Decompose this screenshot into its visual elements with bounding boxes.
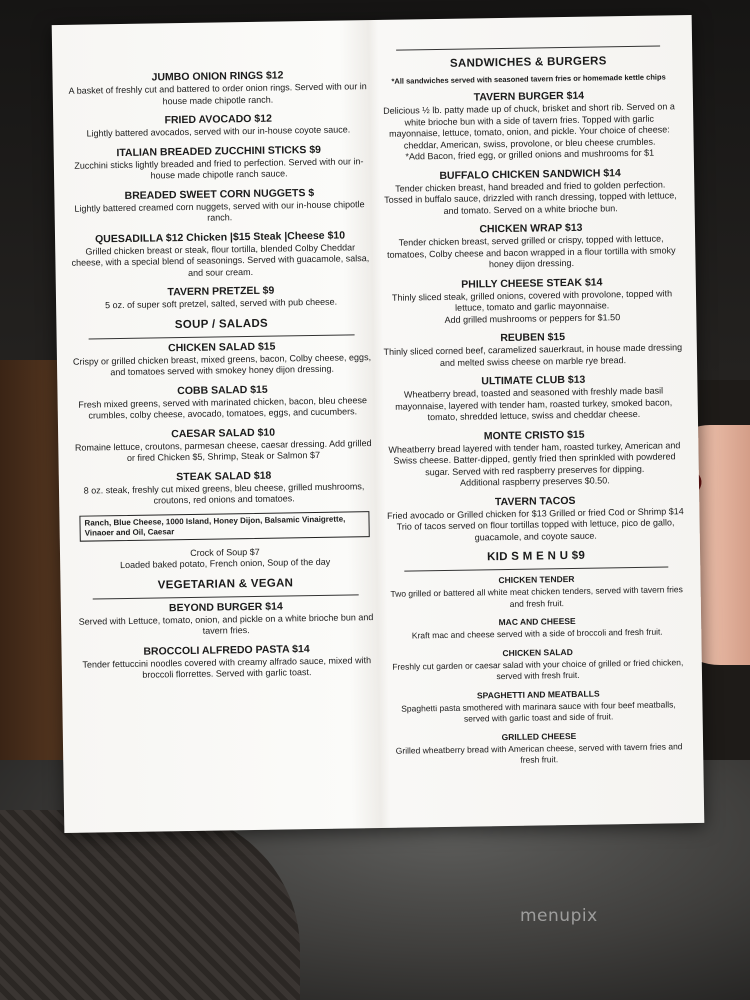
item-name: CHICKEN SALAD <box>502 646 573 658</box>
dressing-options-box: Ranch, Blue Cheese, 1000 Island, Honey Dijon, Balsamic Vinaigrette, Vinaoer and Oil, Caesar <box>79 511 369 542</box>
item-description: Grilled chicken breast or steak, flour tortilla, blended Colby Cheddar cheese, with a special blend of seasonings. Served with guacamole, salsa, and sour cream. <box>71 241 370 278</box>
item-description: Lightly battered creamed corn nuggets, served with our in-house chipotle ranch. <box>74 198 365 223</box>
menu-item <box>385 493 686 545</box>
vegetarian-list <box>75 599 378 683</box>
item-name: TAVERN BURGER $14 <box>473 89 585 104</box>
menu-item <box>70 283 372 312</box>
item-description: Wheatberry bread layered with tender ham, roasted turkey, American and Swiss cheese. Batter-dipped, gently fried then sprinkled with powdered sugar. Served with red raspberry preserves for dipping. <box>388 439 681 477</box>
item-description: Lightly battered avocados, served with our in-house coyote sauce. <box>86 124 351 139</box>
item-name: STEAK SALAD $18 <box>176 469 272 483</box>
item-extra: Additional raspberry preserves $0.50. <box>460 475 610 488</box>
menu-item <box>75 599 378 640</box>
menu-left-column <box>66 68 378 689</box>
item-name: JUMBO ONION RINGS $12 <box>151 69 284 84</box>
menu-item <box>383 329 684 370</box>
item-description: Loaded baked potato, French onion, Soup of the day <box>120 556 331 571</box>
menu-item <box>68 143 371 184</box>
item-description: 8 oz. steak, freshly cut mixed greens, bleu cheese, grilled mushrooms, croutons, red onions and tomatoes. <box>83 480 365 506</box>
menu-right-column <box>378 41 689 774</box>
item-name: QUESADILLA $12 Chicken |$15 Steak |Cheese $10 <box>94 228 346 245</box>
item-extra: Add grilled mushrooms or peppers for $1.50 <box>444 311 621 325</box>
sandwich-list <box>379 88 686 545</box>
section-title-vegetarian: VEGETARIAN & VEGAN <box>157 576 294 591</box>
section-title-sandwiches: SANDWICHES & BURGERS <box>449 55 607 70</box>
item-name: MAC AND CHEESE <box>498 615 576 628</box>
item-description: 5 oz. of super soft pretzel, salted, served with pub cheese. <box>104 296 338 311</box>
item-description: Spaghetti pasta smothered with marinara sauce with four beef meatballs, served with garlic toast and side of fruit. <box>401 698 676 724</box>
menupix-watermark: menupix <box>520 906 598 926</box>
item-description: Tender chicken breast, served grilled or crispy, topped with lettuce, tomatoes, Colby cheese and bacon wrapped in a flour tortilla with smoky honey dijon dressing. <box>386 233 676 270</box>
item-name: BEYOND BURGER $14 <box>168 600 283 614</box>
item-description: Fresh mixed greens, served with marinated chicken, bacon, bleu cheese crumbles, colby cheese, avocado, tomatoes, eggs, and cucumbers. <box>78 394 368 421</box>
item-description: Grilled wheatberry bread with American cheese, served with tavern fries and fresh fruit. <box>395 740 683 765</box>
item-name: CHICKEN WRAP $13 <box>479 221 583 236</box>
section-divider <box>89 334 355 339</box>
item-name: CHICKEN TENDER <box>498 573 575 586</box>
section-divider <box>396 46 660 51</box>
item-description: Romaine lettuce, croutons, parmesan cheese, caesar dressing. Add grilled or fired Chicken $5, Shrimp, Steak or Salmon $7 <box>74 437 372 463</box>
item-description: Tender fettuccini noodles covered with creamy alfrado sauce, mixed with broccoli florrettes. Served with garlic toast. <box>82 654 372 680</box>
item-description: Fried avocado or Grilled chicken for $13 Grilled or fried Cod or Shrimp $14 Trio of tacos served on flour tortillas topped with lettuce, pico de gallo, guacamole, and coyote sauce. <box>387 505 684 542</box>
menu-item <box>384 427 685 491</box>
sandwich-note: *All sandwiches served with seasoned tavern fries or homemade kettle chips <box>391 72 666 86</box>
menu-item <box>388 686 689 727</box>
item-description: Delicious ½ lb. patty made up of chuck, brisket and short rib. Served on a white brioche bun with a side of tavern fries. Topped with garlic mayonnaise, lettuce, tomato, onion, and pickle. Your choice of cheese: cheddar, American, swiss, provolone, or bleu cheese crumbles. <box>383 101 675 151</box>
item-description: Crispy or grilled chicken breast, mixed greens, bacon, Colby cheese, eggs, and tomatoes served with smokey honey dijon dressing. <box>72 351 372 378</box>
item-name: BUFFALO CHICKEN SANDWICH $14 <box>439 166 621 182</box>
item-description: Kraft mac and cheese served with a side of broccoli and fresh fruit. <box>411 626 663 641</box>
section-title-kids-menu: KID S M E N U $9 <box>486 549 586 564</box>
item-name: CHICKEN SALAD $15 <box>167 340 276 354</box>
item-description: Thinly sliced corned beef, caramelized sauerkraut, in house made dressing and melted swiss cheese on marble rye bread. <box>383 342 683 368</box>
item-description: Two grilled or battered all white meat chicken tenders, served with tavern fries and fresh fruit. <box>390 584 683 609</box>
item-description: Served with Lettuce, tomato, onion, and pickle on a white brioche bun and tavern fries. <box>78 611 374 636</box>
item-description: Freshly cut garden or caesar salad with your choice of grilled or fried chicken, served with fresh fruit. <box>392 656 684 682</box>
item-name: BREADED SWEET CORN NUGGETS $ <box>124 186 315 202</box>
item-description: Tender chicken breast, hand breaded and fried to golden perfection. Tossed in buffalo sauce, drizzled with ranch dressing, topped with lettuce, and tomato. Served on a white brioche bun. <box>384 178 677 216</box>
menu-item <box>72 425 375 466</box>
item-description: Wheatberry bread, toasted and seasoned with freshly made basil mayonnaise, layered with tender ham, roasted turkey, smoked bacon, tomato, shredded lettuce, swiss and cheddar cheese. <box>395 385 673 423</box>
item-extra: *Add Bacon, fried egg, or grilled onions and mushrooms for $1 <box>405 147 655 162</box>
item-name: COBB SALAD $15 <box>177 383 268 397</box>
appetizer-list <box>66 68 372 312</box>
item-name: ITALIAN BREADED ZUCCHINI STICKS $9 <box>116 143 322 159</box>
kids-list <box>386 571 689 768</box>
item-name: TAVERN TACOS <box>494 494 576 508</box>
item-description: Zucchini sticks lightly breaded and fried to perfection. Served with our in-house made chipotle ranch sauce. <box>74 155 364 181</box>
section-title-soup-salads: SOUP / SALADS <box>174 317 269 331</box>
item-name: TAVERN PRETZEL $9 <box>167 284 275 299</box>
menu-item <box>382 275 683 327</box>
item-name: PHILLY CHEESE STEAK $14 <box>461 275 603 291</box>
menu-item <box>66 68 369 109</box>
menu-item <box>383 372 684 424</box>
item-name: REUBEN $15 <box>500 331 566 345</box>
menu-item <box>381 220 682 272</box>
item-name: GRILLED CHEESE <box>501 730 577 742</box>
salad-list <box>71 339 376 509</box>
menu-item <box>71 382 374 423</box>
menu-paper <box>52 15 705 833</box>
menu-item <box>68 186 371 227</box>
menu-item <box>67 111 369 140</box>
item-name: FRIED AVOCADO $12 <box>164 112 272 127</box>
section-divider <box>404 566 668 571</box>
item-name: Crock of Soup $7 <box>190 546 260 558</box>
section-divider <box>93 594 359 599</box>
menu-item <box>389 728 690 769</box>
item-name: CAESAR SALAD $10 <box>171 426 276 440</box>
menu-item <box>387 613 687 642</box>
menu-item <box>386 571 687 612</box>
menu-item <box>380 166 681 218</box>
item-description: Thinly sliced steak, grilled onions, covered with provolone, topped with lettuce, tomato and garlic mayonnaise. <box>391 287 673 313</box>
menu-item-soup <box>74 545 376 573</box>
menu-item <box>388 644 689 685</box>
menu-item <box>379 88 680 163</box>
menu-item <box>71 339 374 380</box>
item-description: A basket of freshly cut and battered to order onion rings. Served with our in house made chipotle ranch. <box>68 81 367 106</box>
menu-item <box>75 642 378 683</box>
item-name: SPAGHETTI AND MEATBALLS <box>476 688 600 700</box>
item-name: BROCCOLI ALFREDO PASTA $14 <box>143 642 310 658</box>
item-name: ULTIMATE CLUB $13 <box>481 373 586 388</box>
menu-item <box>73 468 376 509</box>
item-name: MONTE CRISTO $15 <box>483 428 585 442</box>
menu-item <box>69 229 372 281</box>
